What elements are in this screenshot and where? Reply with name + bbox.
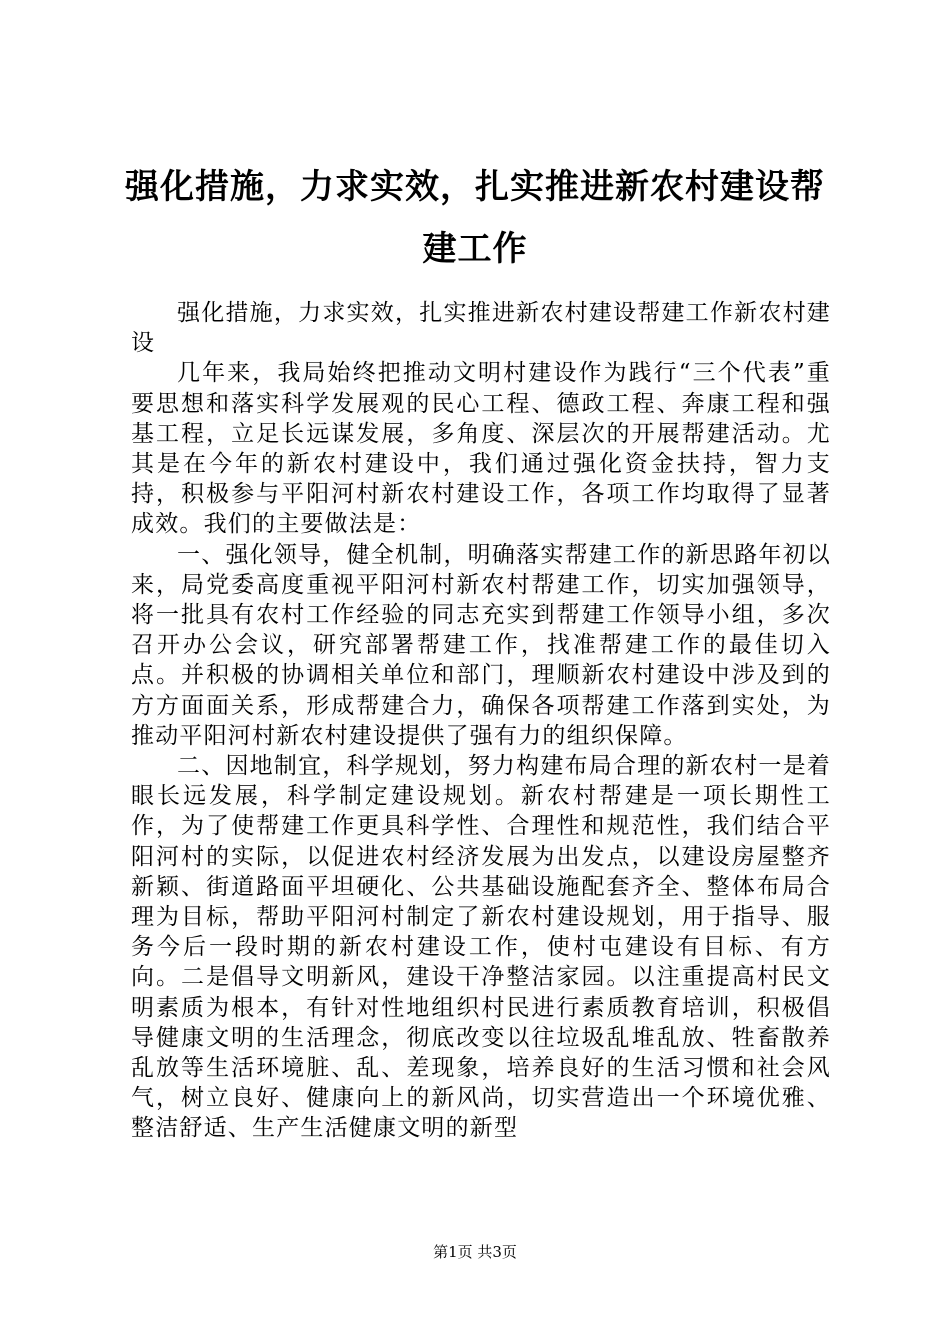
document-body bbox=[131, 298, 831, 1144]
paragraph-intro: 几年来，我局始终把推动文明村建设作为践行“三个代表”重要思想和落实科学发展观的民心工程、德政工程、奔康工程和强基工程，立足长远谋发展，多角度、深层次的开展帮建活动。尤其是在今年的新农村建设中，我们通过强化资金扶持，智力支持，积极参与平阳河村新农村建设工作，各项工作均取得了显著成效。我们的主要做法是： bbox=[131, 360, 831, 538]
document-title: 强化措施，力求实效，扎实推进新农村建设帮建工作 bbox=[125, 167, 825, 269]
paragraph-section-one: 一、强化领导，健全机制，明确落实帮建工作的新思路年初以来，局党委高度重视平阳河村新农村帮建工作，切实加强领导，将一批具有农村工作经验的同志充实到帮建工作领导小组，多次召开办公会议，研究部署帮建工作，找准帮建工作的最佳切入点。并积极的协调相关单位和部门，理顺新农村建设中涉及到的方方面面关系，形成帮建合力，确保各项帮建工作落到实处，为推动平阳河村新农村建设提供了强有力的组织保障。 bbox=[131, 541, 831, 749]
paragraph-section-two: 二、因地制宜，科学规划，努力构建布局合理的新农村一是着眼长远发展，科学制定建设规划。新农村帮建是一项长期性工作，为了使帮建工作更具科学性、合理性和规范性，我们结合平阳河村的实际，以促进农村经济发展为出发点，以建设房屋整齐新颖、街道路面平坦硬化、公共基础设施配套齐全、整体布局合理为目标，帮助平阳河村制定了新农村建设规划，用于指导、服务今后一段时期的新农村建设工作，使村屯建设有目标、有方向。二是倡导文明新风，建设干净整洁家园。以注重提高村民文明素质为根本，有针对性地组织村民进行素质教育培训，积极倡导健康文明的生活理念，彻底改变以往垃圾乱堆乱放、牲畜散养乱放等生活环境脏、乱、差现象，培养良好的生活习惯和社会风气，树立良好、健康向上的新风尚，切实营造出一个环境优雅、整洁舒适、生产生活健康文明的新型 bbox=[131, 753, 831, 1142]
paragraph-subtitle: 强化措施，力求实效，扎实推进新农村建设帮建工作新农村建设 bbox=[131, 300, 831, 357]
page-footer: 第1页 共3页 bbox=[433, 1243, 517, 1261]
